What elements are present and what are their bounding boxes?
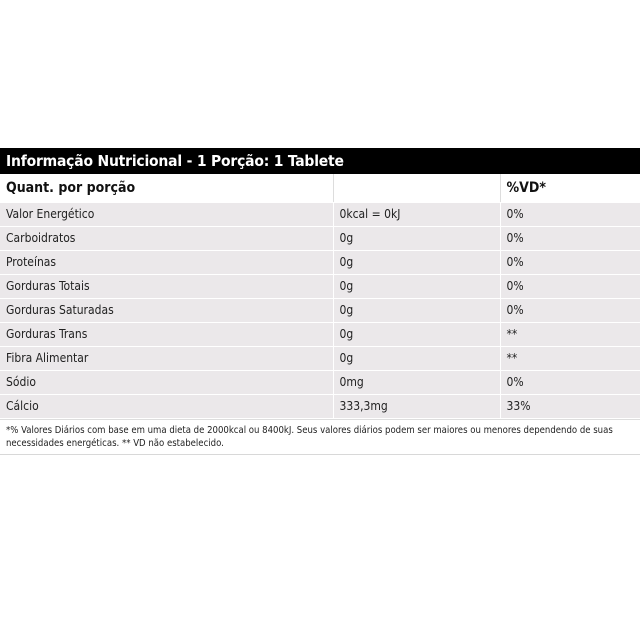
- nutrient-amount: 0g: [333, 347, 500, 371]
- nutrition-grid: [0, 174, 640, 419]
- nutrient-name: Gorduras Saturadas: [0, 299, 333, 323]
- nutrient-amount: 0g: [333, 275, 500, 299]
- nutrient-amount: 333,3mg: [333, 395, 500, 419]
- nutrient-daily-value: 0%: [500, 371, 640, 395]
- nutrient-amount: 0g: [333, 299, 500, 323]
- nutrient-name: Gorduras Trans: [0, 323, 333, 347]
- nutrient-name: Proteínas: [0, 251, 333, 275]
- nutrient-amount: 0g: [333, 227, 500, 251]
- nutrient-name: Gorduras Totais: [0, 275, 333, 299]
- nutrient-daily-value: 0%: [500, 203, 640, 227]
- header-serving-quantity: Quant. por porção: [0, 174, 333, 203]
- table-row: [0, 299, 640, 323]
- header-amount: [333, 174, 500, 203]
- nutrient-daily-value: 33%: [500, 395, 640, 419]
- table-row: [0, 227, 640, 251]
- table-row: [0, 395, 640, 419]
- nutrient-name: Carboidratos: [0, 227, 333, 251]
- nutrient-daily-value: 0%: [500, 227, 640, 251]
- nutrient-name: Fibra Alimentar: [0, 347, 333, 371]
- table-row: [0, 371, 640, 395]
- nutrient-name: Sódio: [0, 371, 333, 395]
- nutrient-amount: 0mg: [333, 371, 500, 395]
- nutrition-facts-table: [0, 148, 640, 455]
- table-row: [0, 251, 640, 275]
- nutrient-name: Cálcio: [0, 395, 333, 419]
- nutrient-amount: 0g: [333, 323, 500, 347]
- nutrient-amount: 0g: [333, 251, 500, 275]
- nutrient-daily-value: 0%: [500, 251, 640, 275]
- nutrient-amount: 0kcal = 0kJ: [333, 203, 500, 227]
- daily-value-footnote: *% Valores Diários com base em uma dieta de 2000kcal ou 8400kJ. Seus valores diários podem ser maiores ou menores dependendo de suas necessidades energéticas. ** VD não estabelecido.: [0, 419, 640, 452]
- header-daily-value: %VD*: [500, 174, 640, 203]
- nutrient-daily-value: 0%: [500, 275, 640, 299]
- table-row: [0, 203, 640, 227]
- nutrient-daily-value: **: [500, 323, 640, 347]
- nutrient-daily-value: **: [500, 347, 640, 371]
- nutrient-name: Valor Energético: [0, 203, 333, 227]
- table-row: [0, 323, 640, 347]
- nutrient-daily-value: 0%: [500, 299, 640, 323]
- table-row: [0, 275, 640, 299]
- table-title: Informação Nutricional - 1 Porção: 1 Tablete: [0, 148, 640, 174]
- header-row: [0, 174, 640, 203]
- table-bottom-divider: [0, 454, 640, 455]
- table-row: [0, 347, 640, 371]
